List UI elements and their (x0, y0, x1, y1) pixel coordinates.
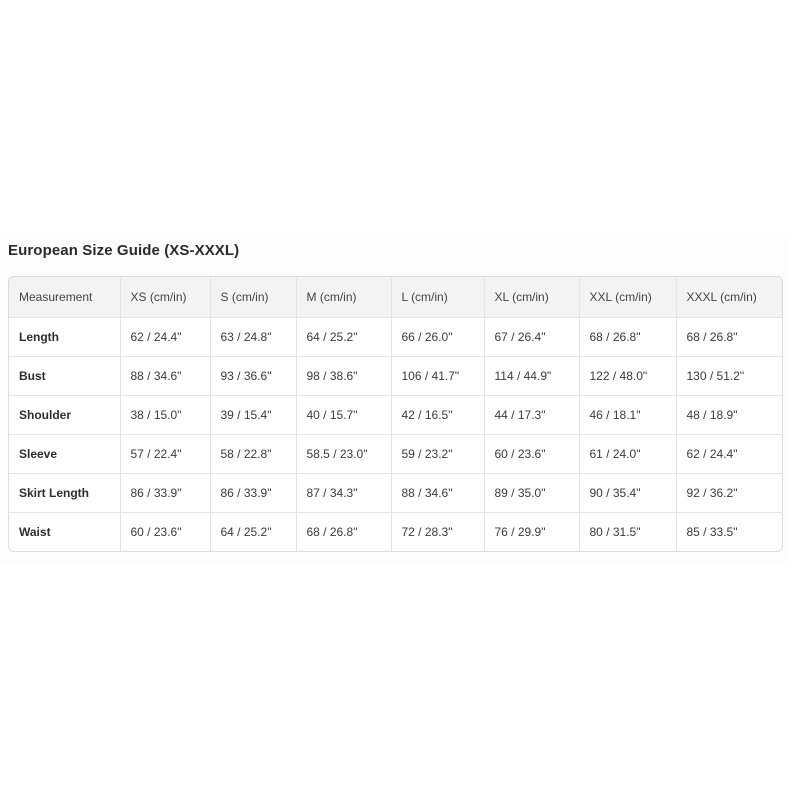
size-table-container (8, 276, 783, 552)
table-row-length (9, 318, 782, 357)
table-cell: 86 / 33.9" (210, 474, 296, 513)
table-row-bust (9, 357, 782, 396)
header-cell-m: M (cm/in) (296, 277, 391, 318)
table-cell: 89 / 35.0" (484, 474, 579, 513)
size-table-header (9, 277, 782, 318)
table-cell: 62 / 24.4" (676, 435, 782, 474)
table-cell: 67 / 26.4" (484, 318, 579, 357)
row-label: Bust (9, 357, 120, 396)
header-cell-xxl: XXL (cm/in) (579, 277, 676, 318)
table-cell: 58 / 22.8" (210, 435, 296, 474)
table-cell: 63 / 24.8" (210, 318, 296, 357)
table-row-shoulder (9, 396, 782, 435)
row-label: Sleeve (9, 435, 120, 474)
header-row (9, 277, 782, 318)
size-table (9, 277, 782, 551)
table-row-sleeve (9, 435, 782, 474)
table-cell: 130 / 51.2" (676, 357, 782, 396)
table-cell: 87 / 34.3" (296, 474, 391, 513)
header-cell-s: S (cm/in) (210, 277, 296, 318)
table-cell: 68 / 26.8" (296, 513, 391, 552)
table-cell: 106 / 41.7" (391, 357, 484, 396)
table-cell: 40 / 15.7" (296, 396, 391, 435)
row-label: Waist (9, 513, 120, 552)
table-cell: 114 / 44.9" (484, 357, 579, 396)
table-cell: 122 / 48.0" (579, 357, 676, 396)
table-cell: 88 / 34.6" (120, 357, 210, 396)
size-guide-title: European Size Guide (XS-XXXL) (8, 242, 240, 259)
table-cell: 68 / 26.8" (676, 318, 782, 357)
table-cell: 60 / 23.6" (484, 435, 579, 474)
table-cell: 48 / 18.9" (676, 396, 782, 435)
table-cell: 64 / 25.2" (210, 513, 296, 552)
table-cell: 80 / 31.5" (579, 513, 676, 552)
table-cell: 86 / 33.9" (120, 474, 210, 513)
header-cell-measurement: Measurement (9, 277, 120, 318)
table-cell: 66 / 26.0" (391, 318, 484, 357)
table-cell: 38 / 15.0" (120, 396, 210, 435)
table-row-waist (9, 513, 782, 552)
table-cell: 76 / 29.9" (484, 513, 579, 552)
table-cell: 61 / 24.0" (579, 435, 676, 474)
table-cell: 64 / 25.2" (296, 318, 391, 357)
table-cell: 60 / 23.6" (120, 513, 210, 552)
table-cell: 39 / 15.4" (210, 396, 296, 435)
header-cell-xl: XL (cm/in) (484, 277, 579, 318)
table-cell: 59 / 23.2" (391, 435, 484, 474)
table-cell: 58.5 / 23.0" (296, 435, 391, 474)
table-cell: 92 / 36.2" (676, 474, 782, 513)
table-cell: 72 / 28.3" (391, 513, 484, 552)
table-cell: 85 / 33.5" (686, 525, 738, 539)
header-cell-l: L (cm/in) (391, 277, 484, 318)
table-cell: 42 / 16.5" (391, 396, 484, 435)
size-table-body (9, 318, 782, 552)
header-cell-xxxl: XXXL (cm/in) (676, 277, 782, 318)
table-cell: 46 / 18.1" (579, 396, 676, 435)
table-cell: 44 / 17.3" (484, 396, 579, 435)
table-cell: 57 / 22.4" (120, 435, 210, 474)
table-cell: 88 / 34.6" (391, 474, 484, 513)
header-cell-xs: XS (cm/in) (120, 277, 210, 318)
table-cell: 68 / 26.8" (579, 318, 676, 357)
row-label: Skirt Length (9, 474, 120, 513)
table-cell: 98 / 38.6" (296, 357, 391, 396)
table-cell: 93 / 36.6" (210, 357, 296, 396)
table-cell: 62 / 24.4" (120, 318, 210, 357)
row-label: Shoulder (9, 396, 120, 435)
row-label: Length (9, 318, 120, 357)
table-cell: 90 / 35.4" (579, 474, 676, 513)
table-row-skirt-length (9, 474, 782, 513)
